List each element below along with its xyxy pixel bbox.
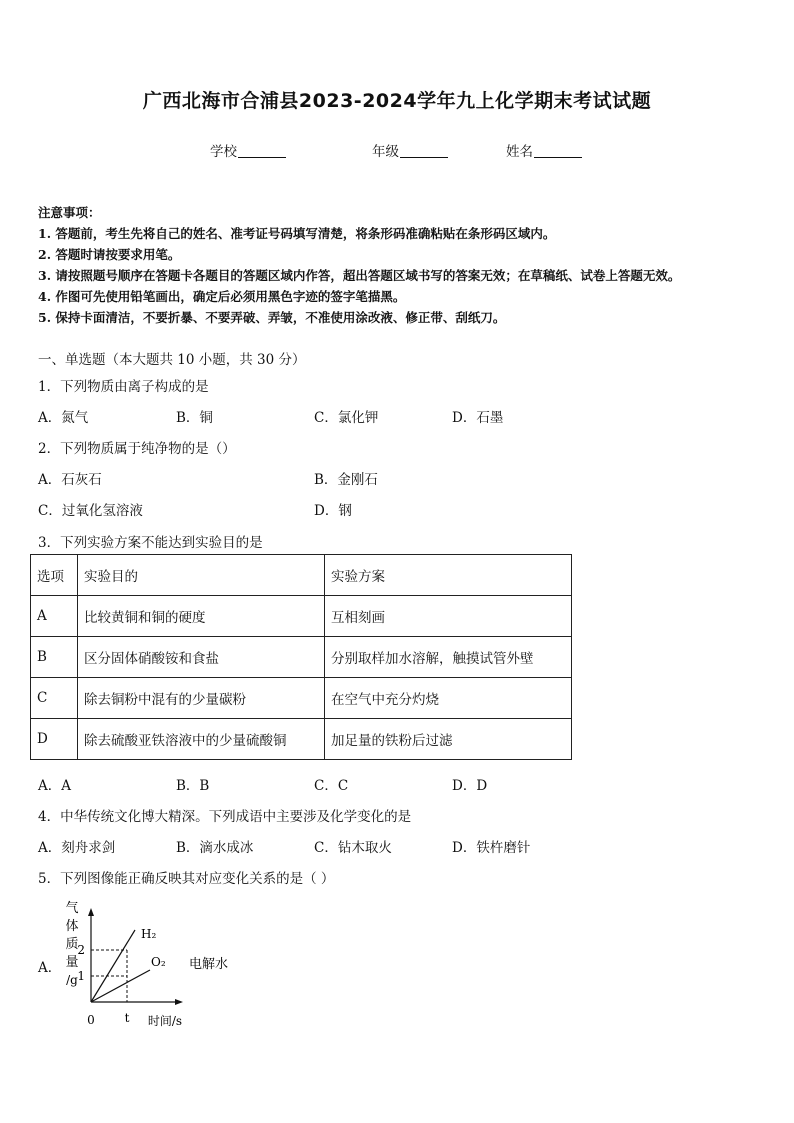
table-row bbox=[31, 678, 572, 719]
notice-item-3: 3. 请按照题号顺序在答题卡各题目的答题区域内作答，超出答题区域书写的答案无效；在草稿纸、试卷上答题无效。 bbox=[38, 268, 681, 283]
table-header-cell: 实验方案 bbox=[325, 555, 572, 596]
q3-option-b[interactable]: B．B bbox=[176, 778, 210, 794]
origin-label: 0 bbox=[87, 1013, 95, 1027]
y-label-char: /g bbox=[66, 973, 78, 987]
series-label-h2: H₂ bbox=[141, 927, 157, 941]
table-cell: C bbox=[31, 678, 78, 719]
notice-item-5: 5. 保持卡面清洁，不要折暴、不要弄破、弄皱，不准使用涂改液、修正带、刮纸刀。 bbox=[38, 310, 506, 325]
table-cell: D bbox=[31, 719, 78, 760]
q3-stem: 3．下列实验方案不能达到实验目的是 bbox=[38, 535, 263, 551]
q5-option-a-label[interactable]: A． bbox=[38, 960, 62, 976]
grade-field bbox=[372, 140, 448, 160]
table-row bbox=[31, 596, 572, 637]
section-title: 一、单选题（本大题共 10 小题，共 30 分） bbox=[38, 352, 306, 368]
notice-item-2: 2. 答题时请按要求用笔。 bbox=[38, 247, 181, 262]
y-label-char: 量 bbox=[65, 955, 79, 970]
q2-stem: 2．下列物质属于纯净物的是（） bbox=[38, 441, 236, 457]
x-tick-t: t bbox=[124, 1011, 130, 1025]
q4-option-a[interactable]: A．刻舟求剑 bbox=[38, 840, 116, 856]
q1-option-c[interactable]: C．氯化钾 bbox=[314, 410, 379, 426]
q3-option-a[interactable]: A．A bbox=[38, 778, 71, 794]
table-cell: 分别取样加水溶解，触摸试管外壁 bbox=[325, 637, 572, 678]
school-blank[interactable] bbox=[238, 144, 286, 158]
y-label-char: 体 bbox=[65, 919, 79, 934]
table-row bbox=[31, 637, 572, 678]
table-cell: 在空气中充分灼烧 bbox=[325, 678, 572, 719]
grade-blank[interactable] bbox=[400, 144, 448, 158]
table-row bbox=[31, 719, 572, 760]
table-cell: 除去铜粉中混有的少量碳粉 bbox=[78, 678, 325, 719]
q1-option-d[interactable]: D．石墨 bbox=[452, 410, 504, 426]
y-label-char: 气 bbox=[65, 901, 79, 916]
q2-option-b[interactable]: B．金刚石 bbox=[314, 472, 378, 488]
table-cell: 互相刻画 bbox=[325, 596, 572, 637]
x-axis-label: 时间/s bbox=[147, 1014, 183, 1028]
exam-title: 广西北海市合浦县2023-2024学年九上化学期末考试试题 bbox=[142, 90, 652, 112]
series-label-o2: O₂ bbox=[151, 955, 166, 969]
q4-option-b[interactable]: B．滴水成冰 bbox=[176, 840, 254, 856]
notice-item-4: 4. 作图可先使用铅笔画出，确定后必须用黑色字迹的签字笔描黑。 bbox=[38, 289, 406, 304]
table-header-cell: 选项 bbox=[31, 555, 78, 596]
table-header-row bbox=[31, 555, 572, 596]
school-field bbox=[210, 140, 286, 160]
y-label-char: 质 bbox=[65, 937, 79, 952]
grade-label: 年级 bbox=[372, 144, 399, 160]
table-cell: 除去硫酸亚铁溶液中的少量硫酸铜 bbox=[78, 719, 325, 760]
school-label: 学校 bbox=[210, 144, 237, 160]
q4-option-c[interactable]: C．钻木取火 bbox=[314, 840, 392, 856]
table-cell: 区分固体硝酸铵和食盐 bbox=[78, 637, 325, 678]
notice-heading: 注意事项： bbox=[38, 205, 101, 220]
y-tick-1: 1 bbox=[77, 969, 85, 983]
table-cell: A bbox=[31, 596, 78, 637]
q2-option-a[interactable]: A．石灰石 bbox=[38, 472, 102, 488]
name-blank[interactable] bbox=[534, 144, 582, 158]
table-header-cell: 实验目的 bbox=[78, 555, 325, 596]
q4-stem: 4．中华传统文化博大精深。下列成语中主要涉及化学变化的是 bbox=[38, 809, 412, 825]
name-field bbox=[506, 140, 582, 160]
q2-option-c[interactable]: C．过氧化氢溶液 bbox=[38, 503, 143, 519]
notice-item-1: 1. 答题前，考生先将自己的姓名、准考证号码填写清楚，将条形码准确粘贴在条形码区域内。 bbox=[38, 226, 556, 241]
series-line-h2 bbox=[91, 930, 135, 1002]
q1-option-a[interactable]: A．氮气 bbox=[38, 410, 89, 426]
q1-option-b[interactable]: B．铜 bbox=[176, 410, 213, 426]
graph-caption: 电解水 bbox=[189, 957, 229, 972]
table-cell: B bbox=[31, 637, 78, 678]
q4-option-d[interactable]: D．铁杵磨针 bbox=[452, 840, 531, 856]
y-axis-arrow-icon bbox=[88, 908, 94, 916]
y-tick-2: 2 bbox=[77, 943, 85, 957]
q3-option-d[interactable]: D．D bbox=[452, 778, 488, 794]
q3-table bbox=[30, 554, 572, 760]
name-label: 姓名 bbox=[506, 144, 533, 160]
q3-option-c[interactable]: C．C bbox=[314, 778, 349, 794]
electrolysis-graph bbox=[55, 898, 245, 1033]
x-axis-arrow-icon bbox=[175, 999, 183, 1005]
q1-stem: 1．下列物质由离子构成的是 bbox=[38, 379, 209, 395]
table-cell: 比较黄铜和铜的硬度 bbox=[78, 596, 325, 637]
q5-stem: 5．下列图像能正确反映其对应变化关系的是（ ） bbox=[38, 871, 335, 887]
series-line-o2 bbox=[91, 970, 150, 1002]
q2-option-d[interactable]: D．钢 bbox=[314, 503, 352, 519]
table-cell: 加足量的铁粉后过滤 bbox=[325, 719, 572, 760]
